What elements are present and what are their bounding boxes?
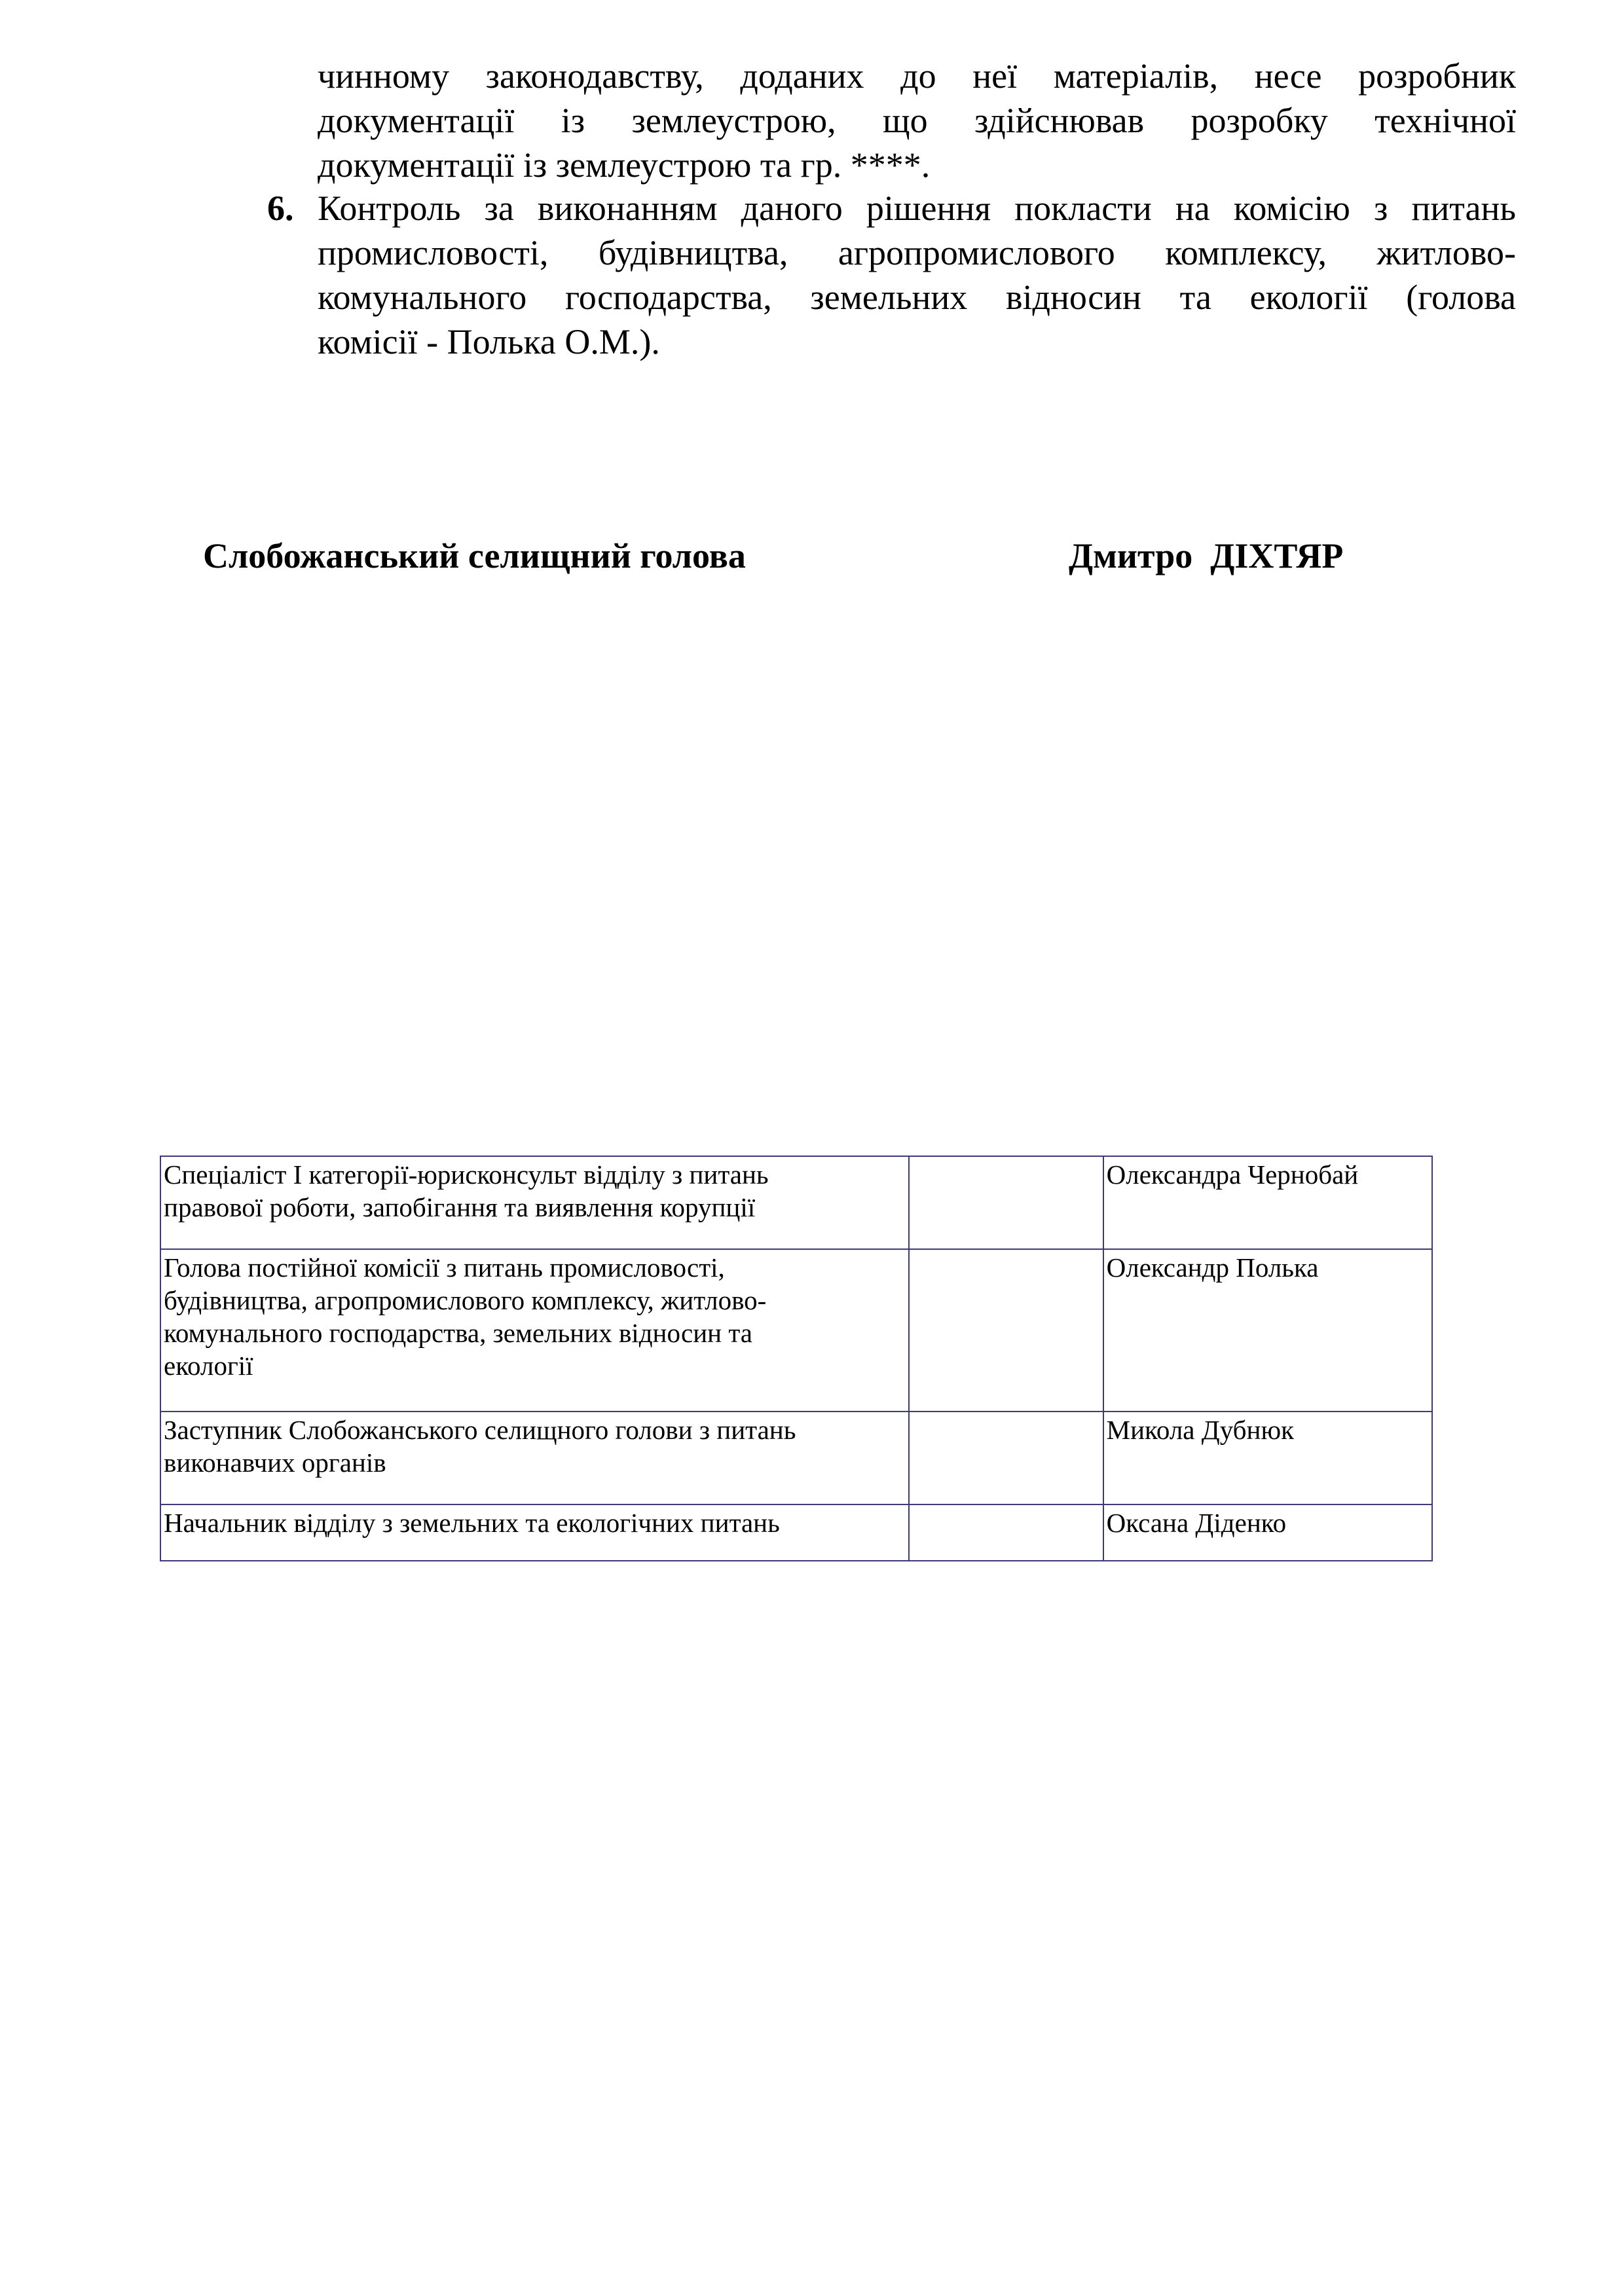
name-cell: Микола Дубнюк	[1103, 1412, 1432, 1504]
table-row	[160, 1504, 1432, 1561]
name-cell: Олександра Чернобай	[1103, 1156, 1432, 1249]
position-line: Спеціаліст І категорії-юрисконсульт відділу з питань	[164, 1159, 769, 1190]
signature-cell	[909, 1249, 1103, 1412]
approval-table	[160, 1156, 1433, 1561]
name-cell: Олександр Полька	[1103, 1249, 1432, 1412]
table-row	[160, 1249, 1432, 1412]
signature-name: Дмитро ДІХТЯР	[1069, 536, 1344, 575]
list-item-number: 6.	[267, 189, 294, 228]
list-item-text	[318, 186, 1516, 364]
position-line: комунального господарства, земельних відносин та	[164, 1318, 752, 1348]
signature-cell	[909, 1412, 1103, 1504]
signature-cell	[909, 1504, 1103, 1561]
position-line: будівництва, агропромислового комплексу, житлово-	[164, 1285, 767, 1315]
position-line: Голова постійної комісії з питань промисловості,	[164, 1252, 725, 1283]
name-cell: Оксана Діденко	[1103, 1504, 1432, 1561]
position-line: виконавчих органів	[164, 1448, 386, 1478]
position-line: екології	[164, 1351, 253, 1381]
position-line: правової роботи, запобігання та виявлення корупції	[164, 1192, 756, 1222]
paragraph-continuation	[318, 54, 1516, 187]
position-cell	[160, 1412, 909, 1504]
table-row	[160, 1156, 1432, 1249]
list-item-line: комісії - Полька О.М.).	[318, 322, 660, 361]
paragraph-line: документації із землеустрою, що здійснював розробку технічної	[318, 101, 1516, 140]
position-line: Начальник відділу з земельних та екологічних питань	[164, 1508, 780, 1538]
paragraph-line: чинному законодавству, доданих до неї матеріалів, несе розробник	[318, 56, 1516, 96]
signature-title: Слобожанський селищний голова	[203, 536, 746, 575]
position-cell	[160, 1504, 909, 1561]
list-item-line: Контроль за виконанням даного рішення покласти на комісію з питань	[318, 189, 1516, 228]
list-item-line: промисловості, будівництва, агропромислового комплексу, житлово-	[318, 233, 1516, 272]
signature-cell	[909, 1156, 1103, 1249]
position-cell	[160, 1156, 909, 1249]
table-row	[160, 1412, 1432, 1504]
position-line: Заступник Слобожанського селищного голови з питань	[164, 1415, 796, 1445]
list-item-line: комунального господарства, земельних відносин та екології (голова	[318, 278, 1516, 317]
position-cell	[160, 1249, 909, 1412]
paragraph-line: документації із землеустрою та гр. ****.	[318, 145, 931, 185]
